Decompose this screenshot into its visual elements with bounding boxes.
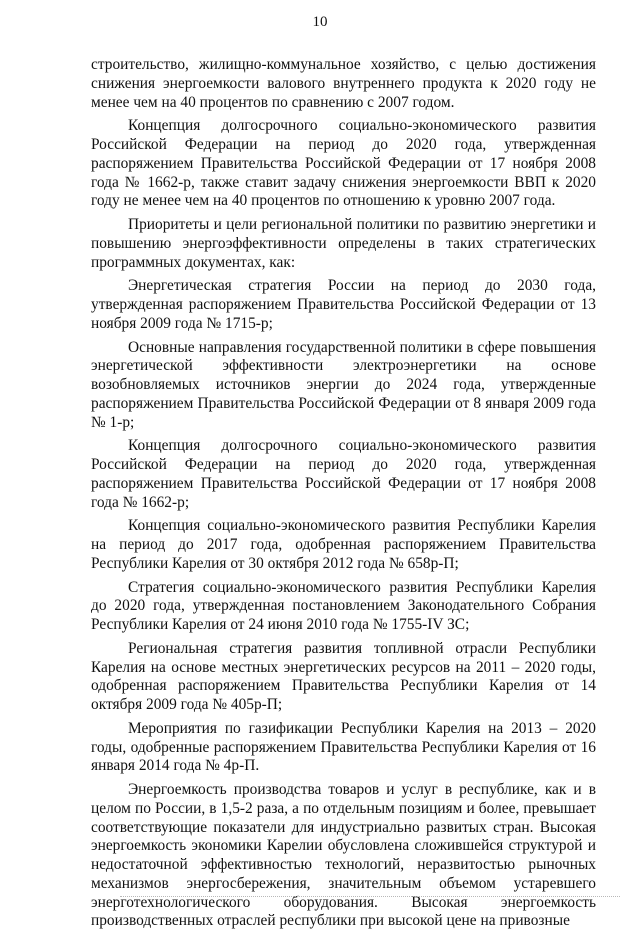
paragraph: Стратегия социально-экономического развития Республики Карелия до 2020 года, утвержденная постановлением Законодательного Собрания Республики Карелия от 24 июня 2010 года № 1755-IV ЗС; (91, 578, 596, 633)
paragraph: Концепция социально-экономического развития Республики Карелия на период до 2017 года, одобренная распоряжением Правительства Республики Карелия от 30 октября 2012 года № 658р-П; (91, 517, 596, 572)
paragraph: Концепция долгосрочного социально-экономического развития Российской Федерации на период до 2020 года, утвержденная распоряжением Правительства Российской Федерации от 17 ноября 2008 года № 1662-р, также ставит задачу снижения энергоемкости ВВП к 2020 году не менее чем на 40 процентов по отношению к уровню 2007 года. (91, 117, 596, 210)
paragraph: Энергоемкость производства товаров и услуг в республике, как и в целом по России, в 1,5-2 раза, а по отдельным позициям и более, превышает соответствующие показатели для индустриально развитых стран. Высокая энергоемкость экономики Карелии обусловлена сложившейся структурой и недостаточной эффективностью технологий, неразвитостью рыночных механизмов энергосбережения, значительным объемом устаревшего энерготехнологического оборудования. Высокая энергоемкость производственных отраслей республики при высокой цене на привозные (91, 781, 596, 930)
paragraph: Основные направления государственной политики в сфере повышения энергетической эффективности электроэнергетики на основе возобновляемых источников энергии до 2024 года, утвержденные распоряжением Правительства Российской Федерации от 8 января 2009 года № 1-р; (91, 338, 596, 431)
paragraph: Концепция долгосрочного социально-экономического развития Российской Федерации на период до 2020 года, утвержденная распоряжением Правительства Российской Федерации от 17 ноября 2008 года № 1662-р; (91, 437, 596, 511)
paragraph: Энергетическая стратегия России на период до 2030 года, утвержденная распоряжением Правительства Российской Федерации от 13 ноября 2009 года № 1715-р; (91, 277, 596, 332)
page-number: 10 (312, 14, 328, 30)
paragraph: Мероприятия по газификации Республики Карелия на 2013 – 2020 годы, одобренные распоряжением Правительства Республики Карелия от 16 января 2014 года № 4р-П. (91, 719, 596, 775)
document-body (91, 56, 596, 931)
scan-footer-line (120, 896, 620, 897)
paragraph: Региональная стратегия развития топливной отрасли Республики Карелия на основе местных энергетических ресурсов на 2011 – 2020 годы, одобренная распоряжением Правительства Республики Карелия от 14 октября 2009 года № 405р-П; (91, 639, 596, 713)
paragraph: строительство, жилищно-коммунальное хозяйство, с целью достижения снижения энергоемкости валового внутреннего продукта к 2020 году не менее чем на 40 процентов по сравнению с 2007 годом. (91, 56, 596, 111)
paragraph: Приоритеты и цели региональной политики по развитию энергетики и повышению энергоэффективности определены в таких стратегических программных документах, как: (91, 216, 596, 271)
